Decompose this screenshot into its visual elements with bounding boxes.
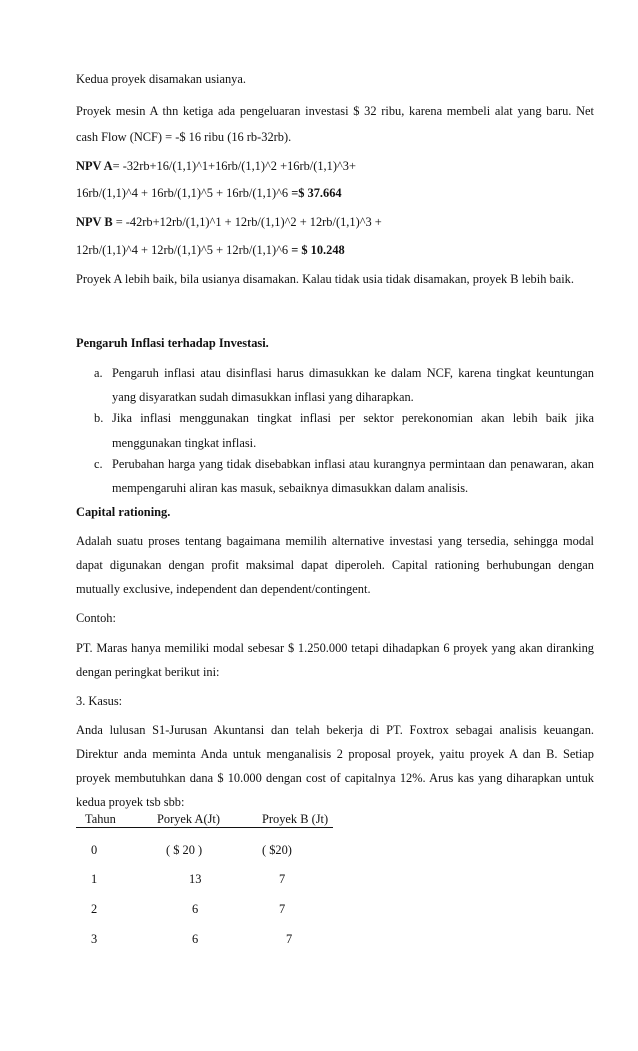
paragraph-intro: Kedua proyek disamakan usianya. (76, 72, 246, 86)
table-cell: 1 (91, 872, 98, 886)
list-item-marker: b. (94, 411, 104, 425)
table-cell: ( $20) (262, 843, 292, 857)
list-item-b-line1: Jika inflasi menggunakan tingkat inflasi per sektor perekonomian akan lebih baik jika (112, 411, 594, 425)
list-item-marker: a. (94, 366, 103, 380)
list-item-a-line1: Pengaruh inflasi atau disinflasi harus dimasukkan ke dalam NCF, karena tingkat keuntungan (112, 366, 594, 380)
paragraph-machine-line2: cash Flow (NCF) = -$ 16 ribu (16 rb-32rb). (76, 130, 292, 144)
list-item-marker: c. (94, 457, 103, 471)
table-cell: 6 (192, 932, 199, 946)
npv-b-formula-cont: 12rb/(1,1)^4 + 12rb/(1,1)^5 + 12rb/(1,1)^6 (76, 243, 292, 257)
table-cell: 7 (286, 932, 293, 946)
table-header-underline (76, 827, 333, 828)
capital-line2: dapat digunakan dengan profit maksimal dapat diperoleh. Capital rationing berhubungan dengan (76, 558, 594, 572)
npv-b-result: = $ 10.248 (291, 243, 345, 257)
table-cell: ( $ 20 ) (166, 843, 203, 857)
contoh-line2: dengan peringkat berikut ini: (76, 665, 220, 679)
table-cell: 6 (192, 902, 199, 916)
npv-b-formula: = -42rb+12rb/(1,1)^1 + 12rb/(1,1)^2 + 12rb/(1,1)^3 + (112, 215, 382, 229)
kasus-label: 3. Kasus: (76, 694, 123, 708)
list-item-b-line2: menggunakan tingkat inflasi. (112, 436, 257, 450)
table-cell: 7 (279, 872, 286, 886)
list-item-c-line2: mempengaruhi aliran kas masuk, sebaiknya dimasukkan dalam analisis. (112, 481, 469, 495)
npv-b-line2 (76, 237, 594, 264)
table-cell: 2 (91, 902, 98, 916)
table-cell: 13 (189, 872, 202, 886)
contoh-line1: PT. Maras hanya memiliki modal sebesar $ 1.250.000 tetapi dihadapkan 6 proyek yang akan diranking (76, 641, 594, 655)
capital-line3: mutually exclusive, independent dan dependent/contingent. (76, 582, 371, 596)
kasus-line4: kedua proyek tsb sbb: (76, 795, 185, 809)
npv-a-label: NPV A (76, 159, 113, 173)
table-cell: 0 (91, 843, 98, 857)
list-item-c-line1: Perubahan harga yang tidak disebabkan inflasi atau kurangnya permintaan dan penawaran, akan (112, 457, 594, 471)
kasus-line1: Anda lulusan S1-Jurusan Akuntansi dan telah bekerja di PT. Foxtrox sebagai analisis keuangan. (76, 723, 594, 737)
table-cell: 7 (279, 902, 286, 916)
npv-a-formula-cont: 16rb/(1,1)^4 + 16rb/(1,1)^5 + 16rb/(1,1)^6 (76, 186, 292, 200)
heading-capital-rationing: Capital rationing. (76, 505, 171, 519)
paragraph-machine-line1: Proyek mesin A thn ketiga ada pengeluaran investasi $ 32 ribu, karena membeli alat yang baru. Net (76, 104, 594, 118)
kasus-line3: proyek membutuhkan dana $ 10.000 dengan cost of capitalnya 12%. Arus kas yang diharapkan untuk (76, 771, 594, 785)
npv-a-formula: = -32rb+16/(1,1)^1+16rb/(1,1)^2 +16rb/(1,1)^3+ (112, 159, 356, 173)
paragraph-conclusion: Proyek A lebih baik, bila usianya disamakan. Kalau tidak usia tidak disamakan, proyek B lebih baik. (76, 272, 574, 286)
list-item-a-line2: yang disyaratkan sudah dimasukkan inflasi yang diharapkan. (112, 390, 414, 404)
heading-inflasi: Pengaruh Inflasi terhadap Investasi. (76, 336, 269, 350)
npv-a-line2 (76, 180, 594, 207)
table-header-proyek-a: Poryek A(Jt) (157, 812, 220, 826)
table-header-tahun: Tahun (85, 812, 116, 826)
capital-line1: Adalah suatu proses tentang bagaimana memilih alternative investasi yang tersedia, sehingga modal (76, 534, 594, 548)
npv-b-line1 (76, 209, 594, 236)
npv-a-line1 (76, 153, 594, 180)
table-cell: 3 (91, 932, 98, 946)
npv-a-result: =$ 37.664 (291, 186, 342, 200)
table-header-proyek-b: Proyek B (Jt) (262, 812, 329, 826)
contoh-label: Contoh: (76, 611, 116, 625)
kasus-line2: Direktur anda meminta Anda untuk menganalisis 2 proposal proyek, yaitu proyek A dan B. Setiap (76, 747, 594, 761)
npv-b-label: NPV B (76, 215, 113, 229)
